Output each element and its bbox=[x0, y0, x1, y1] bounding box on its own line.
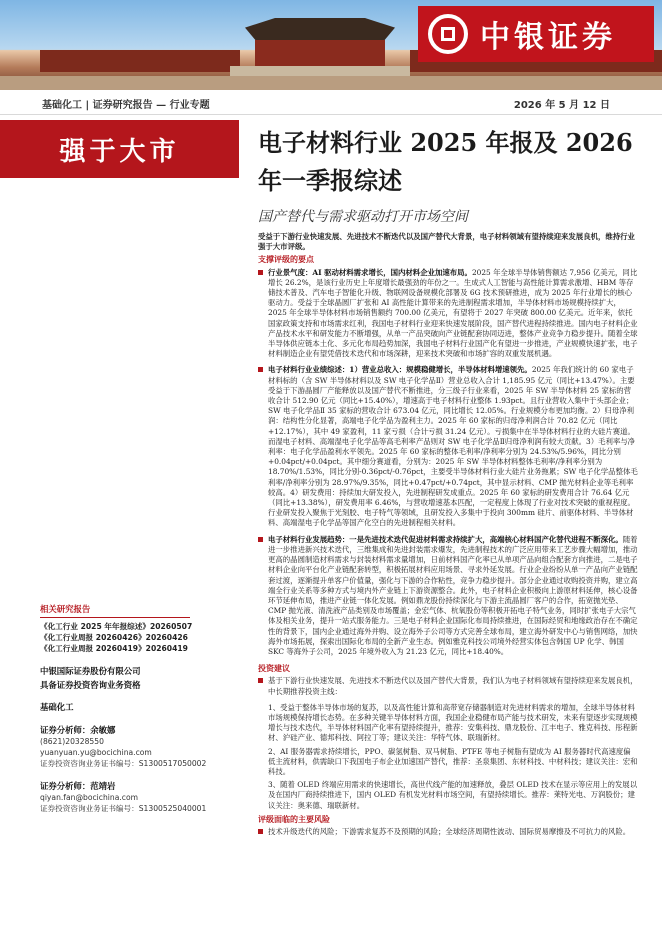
section-key-points: 支撑评级的要点 bbox=[258, 254, 314, 265]
bullet-square-icon bbox=[258, 270, 263, 275]
investment-item: 1、受益于整体半导体市场的复苏，以及高性能计算和高带宽存储器制造对先进材料需求的增加，全球半导体材料市场规模保持增长态势。在多种关键半导体材料方面，我国企业稳健布局产能与技术研发，未来有望逐步实现规模增长与技术迭代，半导体材料国产化率有望持续提升，推荐：安集科技、鼎龙股份、江丰电子、雅克科技、彤程新材、沪硅产业、德邦科技、阿拉丁等；建议关注：华特气体、联瑞新材。 bbox=[268, 702, 638, 743]
related-reports-list bbox=[40, 621, 240, 654]
analyst-phone: (8621)20328550 bbox=[40, 737, 104, 746]
bullet-text: 2025 年我们统计的 60 家电子材料标的（含 SW 半导体材料以及 SW 电子化学品Ⅱ）营业总收入合计 1,185.95 亿元（同比+13.47%）。主要受益于下游晶圆厂产能释放以及国产替代不断推进，分三级子行业来看，2025 年 SW 半导体材料 25 家标的营收合计 512.90 亿元（同比+15.40%），增速高于电子材料行业整体 1.93pct。且行业营收入集中于头部企业；SW 电子化学品Ⅱ 35 家标的营收合计 673.04 亿元，同比增长 12.05%。行业规模分布更加均衡。2）归母净利润：结构性分化显著，高端电子化学品为盈利主力。2025 年 60 家标的归母净利润合计 70.82 亿元（同比+12.17%），其中 49 家盈利，11 家亏损（合计亏损 31.24 亿元）。亏损集中在半导体材料行业的大硅片赛道。而湿电子材料、高端湿电子化学品等高毛利率产品则对 SW 电子化学品Ⅱ归母净利润有较大贡献。3）毛利率与净利率：电子化学品盈利水平领先。2025 年 60 家标的整体毛利率/净利率分别为 24.53%/5.96%，同比分别+0.04pct/+0.04pct。其中细分赛道看，分别为：2025 年 SW 半导体材料整体毛利率/净利率分别为 18.70%/1.53%，同比分别-0.36pct/-0.76pct，主要受半导体材料行业大硅片业务拖累；SW 电子化学品整体毛利率/净利率分别为 28.97%/9.35%，同比+0.47pct/+0.74pct，其中显示材料、CMP 抛光材料企业等毛利率较高。4）研发费用：持续加大研发投入，先进制程研发成重点。2025 年 60 家标的研发费用合计 76.64 亿元（同比+13.38%），研发费用率 6.46%，与营收增速基本匹配，一定程度上体现了行业对技术突破的重视程度。行业研发投入聚焦于光刻胶、电子特气等领域，且研发投入多集中于投向 300mm 硅片、前驱体材料、半导体材料、高端湿电子化学品等国产化空白的先进制程相关材料。 bbox=[268, 365, 638, 528]
analyst-cert: 证券投资咨询业务证书编号：S1300517050002 bbox=[40, 759, 207, 768]
org-qualification: 具备证券投资咨询业务资格 bbox=[40, 680, 141, 690]
related-reports-heading: 相关研究报告 bbox=[40, 604, 190, 618]
analyst-name: 证券分析师：范靖岩 bbox=[40, 781, 116, 791]
investment-item: 3、随着 OLED 终端应用需求的快速增长，高世代线产能的加速释放，叠层 OLED 技术在显示等应用上的发展以及在国内厂商持续推进下，国内 OLED 有机发光材料市场空间，有望持续增长。推荐：莱特光电、万润股份；建议关注：奥来德、瑞联新材。 bbox=[268, 780, 638, 810]
brand-name: 中银证券 bbox=[480, 20, 616, 55]
breadcrumb-bar bbox=[0, 92, 662, 115]
sidebar bbox=[40, 604, 240, 814]
palace-wing-left bbox=[40, 50, 240, 72]
lead-paragraph: 受益于下游行业快速发展、先进技术不断迭代以及国产替代大背景，电子材料领域有望持续迎来发展良机，维持行业强于大市评级。 bbox=[258, 232, 635, 252]
section-risks: 评级面临的主要风险 bbox=[258, 813, 330, 824]
investment-item: 2、AI 服务器需求持续增长，PPO、碳氢树脂、双马树脂、PTFE 等电子树脂有望成为 AI 服务器时代高速度偏低主流材料，供需缺口下我国电子布企业加速国产替代，推荐：圣泉集团、东材科技、中材科技；建议关注：宏和科技。 bbox=[268, 746, 638, 776]
palace-ground bbox=[0, 76, 662, 90]
bullet-item bbox=[258, 535, 638, 657]
boc-logo-icon bbox=[428, 14, 468, 54]
bullet-square-icon bbox=[258, 537, 263, 542]
bullet-item bbox=[258, 365, 638, 528]
bullet-text: 2025 年全球半导体销售额达 7,956 亿美元，同比增长 26.2%，是该行业历史上年度增长最强劲的年份之一。生成式人工智能与高性能计算需求激增、HBM 等存储技术普及、汽车电子智能化升级、物联网设备规模化部署及 6G 技术预研推进，成为 2025 年行业增长的核心驱动力。受益于全球晶圆厂扩张和 AI 高性能计算带来的先进制程需求增加，半导体材料市场规模持续扩大，2025 年全球半导体材料市场销售额约 700.00 亿美元，有望将于 2027 年突破 800.00 亿美元。近年来，依托国家政策支持和市场需求红利，我国电子材料行业迎来快速发展阶段，国产替代进程持续推进。国内电子材料企业产品技术水平和研发能力不断增强，从单一产品突破向产业链配套协同迈进，整体产业竞争力稳步提升。随着全球半导体供应链本土化、多元化布局趋势加深，我国电子材料行业国产化有望进一步推进，产业规模快速扩张，电子材料制造企业有望凭借技术迭代和市场深耕，迎来技术突破和市场扩容的双重发展机遇。 bbox=[268, 267, 638, 359]
main-content bbox=[258, 232, 638, 843]
bullet-title: 电子材料行业业绩综述：1）营业总收入：规模稳健增长，半导体材料增速领先。 bbox=[268, 365, 532, 375]
page-title: 电子材料行业 2025 年报及 2026 年一季报综述 bbox=[258, 128, 633, 195]
brand-logo bbox=[418, 6, 654, 62]
related-report-link[interactable]: 《化工行业周报 20260426》20260426 bbox=[40, 633, 188, 642]
analyst-card bbox=[40, 725, 240, 769]
org-name: 中银国际证券股份有限公司 bbox=[40, 666, 141, 676]
report-date: 2026 年 5 月 12 日 bbox=[513, 100, 610, 111]
analyst-cert: 证券投资咨询业务证书编号：S1300525040001 bbox=[40, 804, 207, 813]
breadcrumb: 基础化工 | 证券研究报告 — 行业专题 bbox=[42, 100, 210, 111]
bullet-square-icon bbox=[258, 367, 263, 372]
analyst-email[interactable]: yuanyuan.yu@bocichina.com bbox=[40, 748, 152, 757]
related-report-link[interactable]: 《化工行业周报 20260419》20260419 bbox=[40, 644, 188, 653]
industry-label: 基础化工 bbox=[40, 702, 74, 712]
page-subtitle: 国产替代与需求驱动打开市场空间 bbox=[258, 209, 468, 225]
section-investment: 投资建议 bbox=[258, 663, 290, 674]
investment-intro: 基于下游行业快速发展、先进技术不断迭代以及国产替代大背景，我们认为电子材料领域有望持续迎来发展良机，中长期推荐投资主线： bbox=[268, 676, 638, 696]
bullet-item bbox=[258, 676, 638, 696]
analyst-card bbox=[40, 781, 240, 814]
bullet-item bbox=[258, 268, 638, 360]
analyst-name: 证券分析师：余敏娜 bbox=[40, 725, 116, 735]
header-banner bbox=[0, 0, 662, 90]
risks-text: 技术升级迭代的风险；下游需求复苏不及预期的风险；全球经济周期性波动、国际贸易摩擦及不可抗力的风险。 bbox=[268, 826, 631, 836]
bullet-square-icon bbox=[258, 829, 263, 834]
bullet-text: 随着进一步推进新兴技术迭代，三维集成和先进封装需求爆发，先进制程技术的广泛应用带来工艺步骤大幅增加，推动更高的晶圆制造材料需求与封装材料需求量增加，日前材料国产化率已从单项产品向组合配套方向推进，二是电子材料企业向平台化产业链配套转型，积极拓展材料应用场景、寻求外延发展。行业企业纷纷从单一产品向产业链配套过渡，逐渐提升单客户价值量，强化与下游的合作粘性，竞争力稳步提升。部分企业通过收购投资并购，建立高端全行业关系等多种方式与境内外产业链上下游资源整合。此外，电子材料企业积极向上游原材料延伸，核心设备环节延伸布局，推进产业链一体化发展。例如鼎龙股份持续深化与下游主流晶圆厂客户的合作，拓宽抛光垫、CMP 抛光液、清洗液产品类别及市场覆盖；金宏气体、杭氧股份等积极开拓电子特气业务，同时扩张电子大宗气体及相关业务，提升一站式服务能力。三是电子材料企业国际化布局持续推进，在国际经贸和地缘政治存在不确定性的背景下，国内企业通过海外并购、设立海外子公司等方式完善全球布局，建立海外研发中心与销售网络，加快海外市场拓展，探索出国际化布局的全新产业生态。例如雅克科技公司境外经营实体包含韩国 UP 化学、韩国 SKC 等海外子公司，2025 年境外收入为 21.23 亿元，同比+18.40%。 bbox=[268, 534, 638, 656]
related-report-link[interactable]: 《化工行业 2025 年年报综述》20260507 bbox=[40, 622, 193, 631]
bullet-title: 行业景气度：AI 驱动材料需求增长，国内材料企业加速布局。 bbox=[268, 267, 472, 277]
bullet-title: 电子材料行业发展趋势：一是先进技术迭代促进材料需求持续扩大，高端核心材料国产化替代进程不断深化。 bbox=[268, 534, 623, 544]
bullet-item bbox=[258, 827, 638, 837]
palace-roof bbox=[245, 18, 395, 42]
analyst-email[interactable]: qiyan.fan@bocichina.com bbox=[40, 793, 138, 802]
rating-badge: 强于大市 bbox=[0, 120, 239, 178]
bullet-square-icon bbox=[258, 678, 263, 683]
